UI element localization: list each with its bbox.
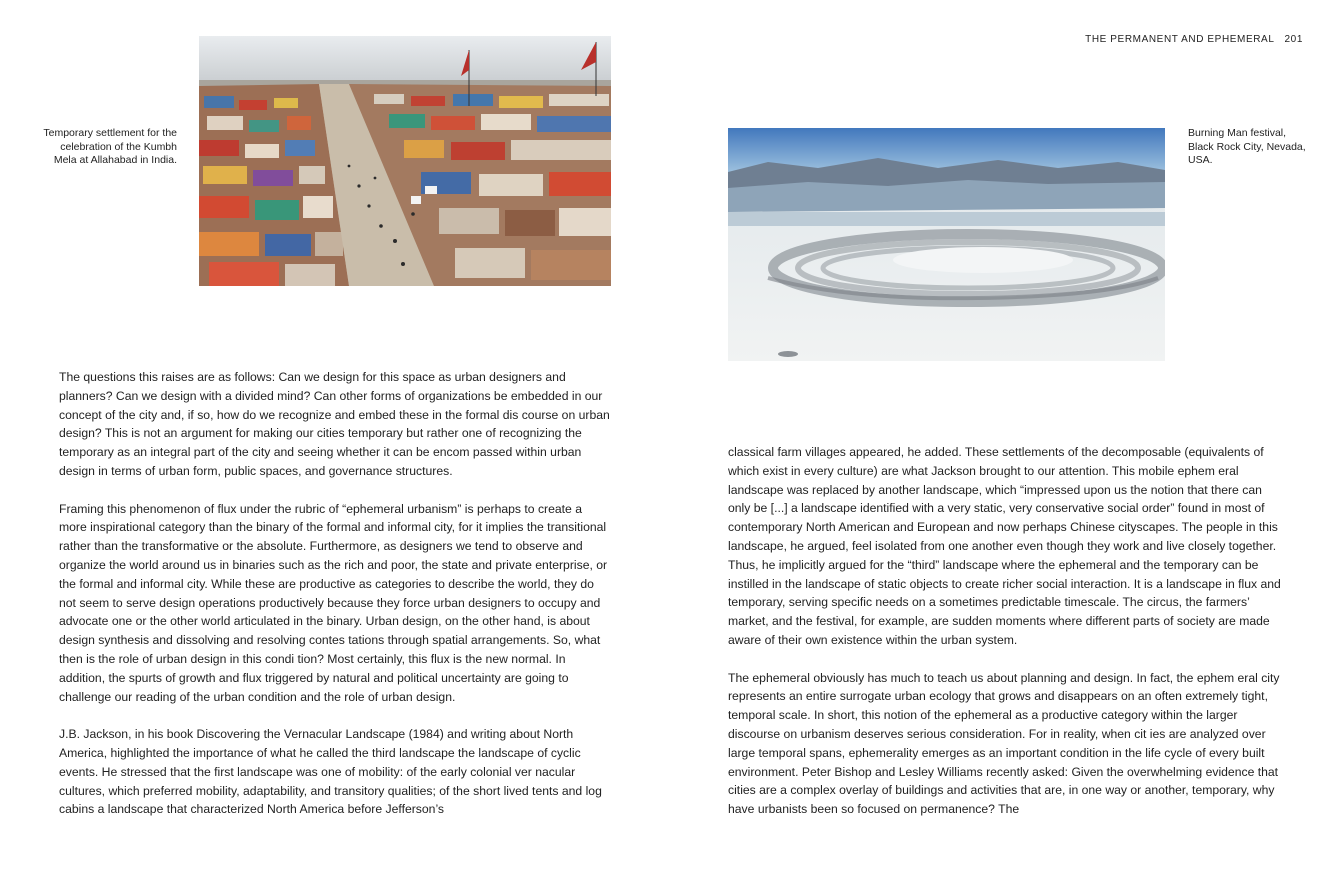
running-header: [1085, 34, 1303, 45]
paragraph: The questions this raises are as follows: Can we design for this space as urban designers and planners? Can we design with a divided mind? Can other forms of organizations be embedded in our concept of the city and, if so, how do we recognize and embed these in the formal dis course on urban design? This is not an argument for making our cities temporary but rather one of recognizing the temporary as an integral part of the city and seeing whether it can be encom passed within urban design in terms of urban form, public spaces, and governance structures.: [59, 370, 610, 478]
page-number: 201: [1284, 34, 1303, 45]
burning-man-caption: Burning Man festival, Black Rock City, Nevada, USA.: [1188, 127, 1306, 166]
kumbh-mela-photo: [199, 36, 611, 286]
paragraph: Framing this phenomenon of flux under the rubric of “ephemeral urbanism” is perhaps to create a more inspirational category than the binary of the formal and informal city, for it implies the transitional rather than the transformative or the absolute. Furthermore, as designers we tend to observe and organize the world around us in binaries such as the rich and poor, the state and private enterprise, or the formal and informal city. While these are productive as categories to describe the world, they do not seem to serve design operations productively because they force urban designers to occupy and advocate one or the other world articulated in the binary. Urban design, on the other hand, is about design synthesis and dissolving and resolving contes tations through spatial arrangements. So, what then is the role of urban design in this condi tion? Most certainly, this flux is the new normal. In addition, the spurts of growth and flux triggered by natural and political uncertainty are going to challenge our reading of the urban condition and the role of urban design.: [59, 501, 608, 704]
right-page: [669, 0, 1339, 890]
burning-man-photo: [728, 128, 1165, 361]
burning-man-illustration: [728, 128, 1165, 361]
paragraph: The ephemeral obviously has much to teach us about planning and design. In fact, the ephem eral city represents an entire surrogate urban ecology that grows and disappears on an often extremely tight, temporal scale. In short, this notion of the ephemeral as a productive category within the larger discourse on urbanism deserves serious consideration. For in reality, when cit ies are analyzed over large temporal spans, ephemerality emerges as an important condition in the life cycle of every built environment. Peter Bishop and Lesley Williams recently asked: Given the overwhelming evidence that cities are a complex overlay of buildings and activities that are, in one way or another, temporary, why have urbanists been so focused on permanence? The: [728, 670, 1280, 817]
left-page: [0, 0, 669, 890]
kumbh-mela-caption: Temporary settlement for the celebration of the Kumbh Mela at Allahabad in India.: [43, 127, 177, 166]
running-header-title: THE PERMANENT AND EPHEMERAL: [1085, 34, 1275, 45]
kumbh-mela-illustration: [199, 36, 611, 286]
left-body-text: [59, 368, 612, 838]
paragraph: J.B. Jackson, in his book Discovering the Vernacular Landscape (1984) and writing about North America, highlighted the importance of what he called the third landscape the landscape of cyclic events. He stressed that the first landscape was one of mobility: of the early colonial ver nacular cultures, which preferred mobility, adaptability, and transitory qualities; of the short lived tents and log cabins a landscape that characterized North America before Jefferson’s: [59, 727, 602, 817]
right-body-text: [728, 443, 1281, 838]
paragraph: classical farm villages appeared, he added. These settlements of the decomposable (equivalents of which exist in every culture) are what Jackson brought to our attention. This mobile ephem eral landscape was replaced by another landscape, which “impressed upon us the notion that there can only be [...] a landscape identified with a very static, very conservative social order” found in most of contemporary North American and European and now perhaps Chinese cityscapes. The people in this landscape, he argued, feel isolated from one another even though they work and live closely together. Thus, he implicitly argued for the “third” landscape where the ephemeral and the temporary can be instilled in the landscape of static objects to create richer social interaction. It is a landscape in flux and temporary, serving specific needs on a sometimes predictable timescale. The circus, the farmers’ market, and the festival, for example, are sudden moments where different parts of society are made aware of their own existence within the urban system.: [728, 445, 1281, 647]
